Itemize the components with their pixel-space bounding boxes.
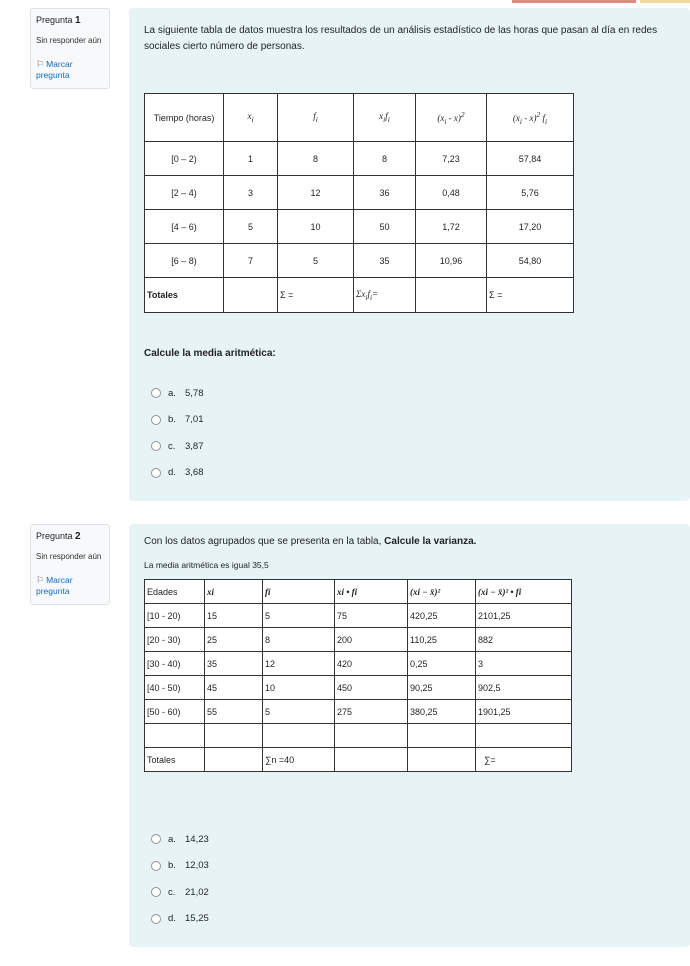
radio-button[interactable] xyxy=(151,388,161,398)
header-cell: fi xyxy=(263,580,335,604)
sum-last-cell: ∑= xyxy=(476,748,572,772)
table-cell xyxy=(408,724,476,748)
table-cell xyxy=(476,724,572,748)
table-cell: [10 - 20) xyxy=(145,604,205,628)
q1-frequency-table xyxy=(144,93,574,313)
table-row xyxy=(145,244,574,278)
question-2-info xyxy=(30,524,110,605)
table-cell: 1901,25 xyxy=(476,700,572,724)
option-a[interactable]: a. 14,23 xyxy=(151,826,209,853)
table-cell: 10 xyxy=(263,676,335,700)
table-cell: 275 xyxy=(335,700,408,724)
table-cell xyxy=(224,278,278,313)
table-cell: 7,23 xyxy=(416,142,487,176)
table-row xyxy=(145,700,572,724)
table-cell xyxy=(335,724,408,748)
radio-button[interactable] xyxy=(151,415,161,425)
table-cell: 5 xyxy=(278,244,354,278)
flag-question-2-link[interactable]: ⚐ Marcar pregunta xyxy=(36,575,73,596)
sum-f-cell: Σ = xyxy=(278,278,354,313)
radio-button[interactable] xyxy=(151,834,161,844)
table-cell: 75 xyxy=(335,604,408,628)
table-cell xyxy=(335,748,408,772)
sum-xf-cell: $\Sigma x_if_i=$ xyxy=(354,278,416,313)
table-cell: 5 xyxy=(263,604,335,628)
header-cell: $x_if_i$ xyxy=(354,94,416,142)
table-cell: 3 xyxy=(224,176,278,210)
header-cell: xi xyxy=(205,580,263,604)
question-1-options xyxy=(151,380,204,486)
question-2-number: Pregunta 2 xyxy=(36,531,81,542)
table-cell: [4 – 6) xyxy=(145,210,224,244)
table-cell: 8 xyxy=(354,142,416,176)
table-row xyxy=(145,210,574,244)
question-1-number: Pregunta 1 xyxy=(36,15,81,26)
table-cell xyxy=(263,724,335,748)
table-cell: 10,96 xyxy=(416,244,487,278)
option-c[interactable]: c. 3,87 xyxy=(151,433,204,460)
table-cell: 25 xyxy=(205,628,263,652)
option-d[interactable]: d. 15,25 xyxy=(151,906,209,933)
header-cell: Tiempo (horas) xyxy=(145,94,224,142)
table-cell: 12 xyxy=(278,176,354,210)
table-cell: 2101,25 xyxy=(476,604,572,628)
question-1-prompt: Calcule la media aritmética: xyxy=(144,348,276,359)
table-row xyxy=(145,652,572,676)
table-cell: 35 xyxy=(205,652,263,676)
mean-note: La media aritmética es igual 35,5 xyxy=(144,560,269,570)
question-1-info xyxy=(30,8,110,89)
radio-button[interactable] xyxy=(151,861,161,871)
table-cell: [2 – 4) xyxy=(145,176,224,210)
table-cell: 36 xyxy=(354,176,416,210)
table-cell: 200 xyxy=(335,628,408,652)
table-cell: 110,25 xyxy=(408,628,476,652)
table-cell: 57,84 xyxy=(487,142,574,176)
table-cell: 90,25 xyxy=(408,676,476,700)
table-cell xyxy=(408,748,476,772)
table-cell: 5,76 xyxy=(487,176,574,210)
flag-icon: ⚐ xyxy=(36,59,45,69)
table-header-row xyxy=(145,94,574,142)
question-2-stem: Con los datos agrupados que se presenta en la tabla, Calcule la varianza. xyxy=(144,536,477,547)
table-cell: [30 - 40) xyxy=(145,652,205,676)
flag-question-1-link[interactable]: ⚐ Marcar pregunta xyxy=(36,59,73,80)
header-cell: $(x_i - x)^2$ $f_i$ xyxy=(487,94,574,142)
question-1-state: Sin responder aún xyxy=(36,36,102,45)
table-cell: 450 xyxy=(335,676,408,700)
table-cell: 45 xyxy=(205,676,263,700)
table-cell: [0 – 2) xyxy=(145,142,224,176)
table-cell: 420,25 xyxy=(408,604,476,628)
header-cell: $(x_i - x)^2$ xyxy=(416,94,487,142)
top-progress-segment-red xyxy=(512,0,636,3)
sum-last-cell: Σ = xyxy=(487,278,574,313)
table-cell: 12 xyxy=(263,652,335,676)
totals-label: Totales xyxy=(145,278,224,313)
table-cell: [6 – 8) xyxy=(145,244,224,278)
question-2-content xyxy=(129,524,690,947)
table-cell: 380,25 xyxy=(408,700,476,724)
table-header-row xyxy=(145,580,572,604)
header-cell: (xi − x̄)² xyxy=(408,580,476,604)
table-cell: 420 xyxy=(335,652,408,676)
sum-n-cell: ∑n =40 xyxy=(263,748,335,772)
option-d[interactable]: d. 3,68 xyxy=(151,460,204,487)
table-cell: 3 xyxy=(476,652,572,676)
table-totals-row xyxy=(145,278,574,313)
question-2-state: Sin responder aún xyxy=(36,552,102,561)
header-cell: (xi − x̄)² • fi xyxy=(476,580,572,604)
table-cell: 1 xyxy=(224,142,278,176)
table-cell: 5 xyxy=(263,700,335,724)
table-row xyxy=(145,628,572,652)
table-row xyxy=(145,676,572,700)
table-cell: 17,20 xyxy=(487,210,574,244)
radio-button[interactable] xyxy=(151,441,161,451)
q2-grouped-data-table xyxy=(144,579,572,772)
header-cell: xi • fi xyxy=(335,580,408,604)
question-1-stem: La siguiente tabla de datos muestra los resultados de un análisis estadístico de las horas que pasan al día en redes sociales cierto número de personas. xyxy=(144,25,658,52)
table-cell: 10 xyxy=(278,210,354,244)
table-cell xyxy=(205,724,263,748)
radio-button[interactable] xyxy=(151,468,161,478)
top-progress-segment-yellow xyxy=(640,0,690,3)
table-cell: 54,80 xyxy=(487,244,574,278)
table-cell: 0,48 xyxy=(416,176,487,210)
table-cell xyxy=(416,278,487,313)
radio-button[interactable] xyxy=(151,887,161,897)
table-row xyxy=(145,604,572,628)
flag-icon: ⚐ xyxy=(36,575,45,585)
table-cell: 5 xyxy=(224,210,278,244)
table-cell: 0,25 xyxy=(408,652,476,676)
option-c[interactable]: c. 21,02 xyxy=(151,879,209,906)
table-cell: [50 - 60) xyxy=(145,700,205,724)
table-cell: 8 xyxy=(263,628,335,652)
option-b[interactable]: b. 12,03 xyxy=(151,853,209,880)
radio-button[interactable] xyxy=(151,914,161,924)
table-row xyxy=(145,176,574,210)
table-cell: 7 xyxy=(224,244,278,278)
table-cell xyxy=(145,724,205,748)
table-cell: 882 xyxy=(476,628,572,652)
table-cell: 1,72 xyxy=(416,210,487,244)
table-cell xyxy=(205,748,263,772)
table-cell: 50 xyxy=(354,210,416,244)
table-cell: [20 - 30) xyxy=(145,628,205,652)
table-cell: 8 xyxy=(278,142,354,176)
table-row xyxy=(145,142,574,176)
question-2-options xyxy=(151,826,209,932)
table-cell: 15 xyxy=(205,604,263,628)
table-cell: 902,5 xyxy=(476,676,572,700)
table-cell: 35 xyxy=(354,244,416,278)
header-cell: Edades xyxy=(145,580,205,604)
table-row xyxy=(145,724,572,748)
table-cell: [40 - 50) xyxy=(145,676,205,700)
option-b[interactable]: b. 7,01 xyxy=(151,407,204,434)
question-1-content xyxy=(129,8,690,501)
totals-label: Totales xyxy=(145,748,205,772)
table-cell: 55 xyxy=(205,700,263,724)
header-cell: $x_i$ xyxy=(224,94,278,142)
option-a[interactable]: a. 5,78 xyxy=(151,380,204,407)
header-cell: $f_i$ xyxy=(278,94,354,142)
table-totals-row xyxy=(145,748,572,772)
